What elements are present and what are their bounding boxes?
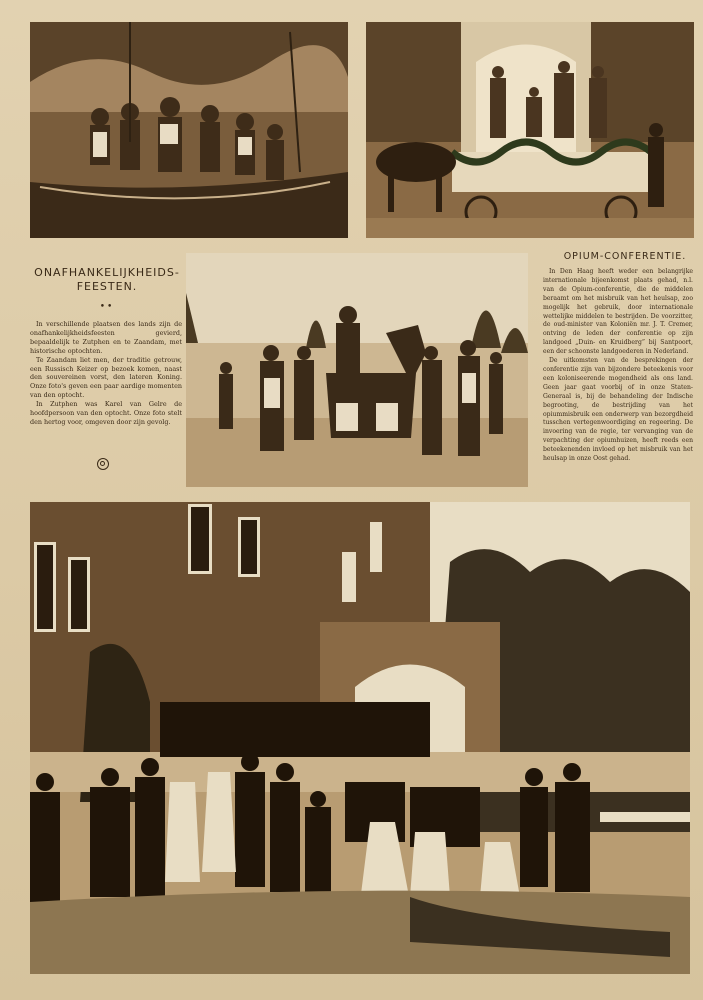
photo-duin-en-kruidberg-group: [30, 502, 690, 974]
rosette-ornament: [97, 458, 109, 470]
paragraph: Te Zaandam liet men, der traditie getrouw, een Russisch Keizer op bezoek komen, naast den souvereinen vorst, den lateren Koning. Onze foto's geven een paar aardige momenten van den optocht.: [30, 355, 182, 400]
article-onafhankelijkheidsfeesten: [30, 320, 182, 427]
photo-zaandam-boat: [30, 22, 348, 238]
photo-zaandam-float: [366, 22, 694, 238]
separator-dots: ••: [99, 302, 115, 312]
paragraph: De uitkomsten van de besprekingen der conferentie zijn van bijzondere beteekenis voor een koloniseerende mogendheid als ons land. Geen jaar gaat voorbij of in onze Staten-Generaal is, bij de behandeling der Indische begrooting, de bestrijding van het opiummisbruik een onderwerp van bezorgdheid tusschen vertegenwoordiging en regeering. De invoering van de regie, ter vervanging van de verpachting der opiumhuizen, heeft reeds een beteekenenden invloed op het misbruik van het heulsap in onze Oost gehad.: [543, 357, 693, 463]
paragraph: In verschillende plaatsen des lands zijn de onafhankelijkheidsfeesten gevierd, bepaaldelijk te Zutphen en te Zaandam, met historische optochten.: [30, 320, 182, 355]
paragraph: In Zutphen was Karel van Gelre de hoofdpersoon van den optocht. Onze foto stelt den hertog voor, omgeven door zijn gevolg.: [30, 400, 182, 426]
headline-onafhankelijkheidsfeesten: ONAFHANKELIJKHEIDS- FEESTEN.: [34, 266, 180, 293]
headline-opium-conferentie: OPIUM-CONFERENTIE.: [563, 251, 687, 262]
paragraph: In Den Haag heeft weder een belangrijke internationale bijeenkomst plaats gehad, n.l. van de Opium-conferentie, die de middelen beraamt om het misbruik van het heulsap, zoo mogelijk het gebruik, door internationale wettelijke middelen te bestrijden. De voorzitter, de oud-minister van Koloniën mr. J. T. Cremer, ontving de leden der conferentie op zijn landgoed „Duin- en Kruidberg” bij Santpoort, een der schoonste landgoederen in Nederland.: [543, 268, 693, 356]
photo-zutphen-procession: [186, 253, 528, 487]
article-opium-conferentie: [543, 268, 693, 464]
